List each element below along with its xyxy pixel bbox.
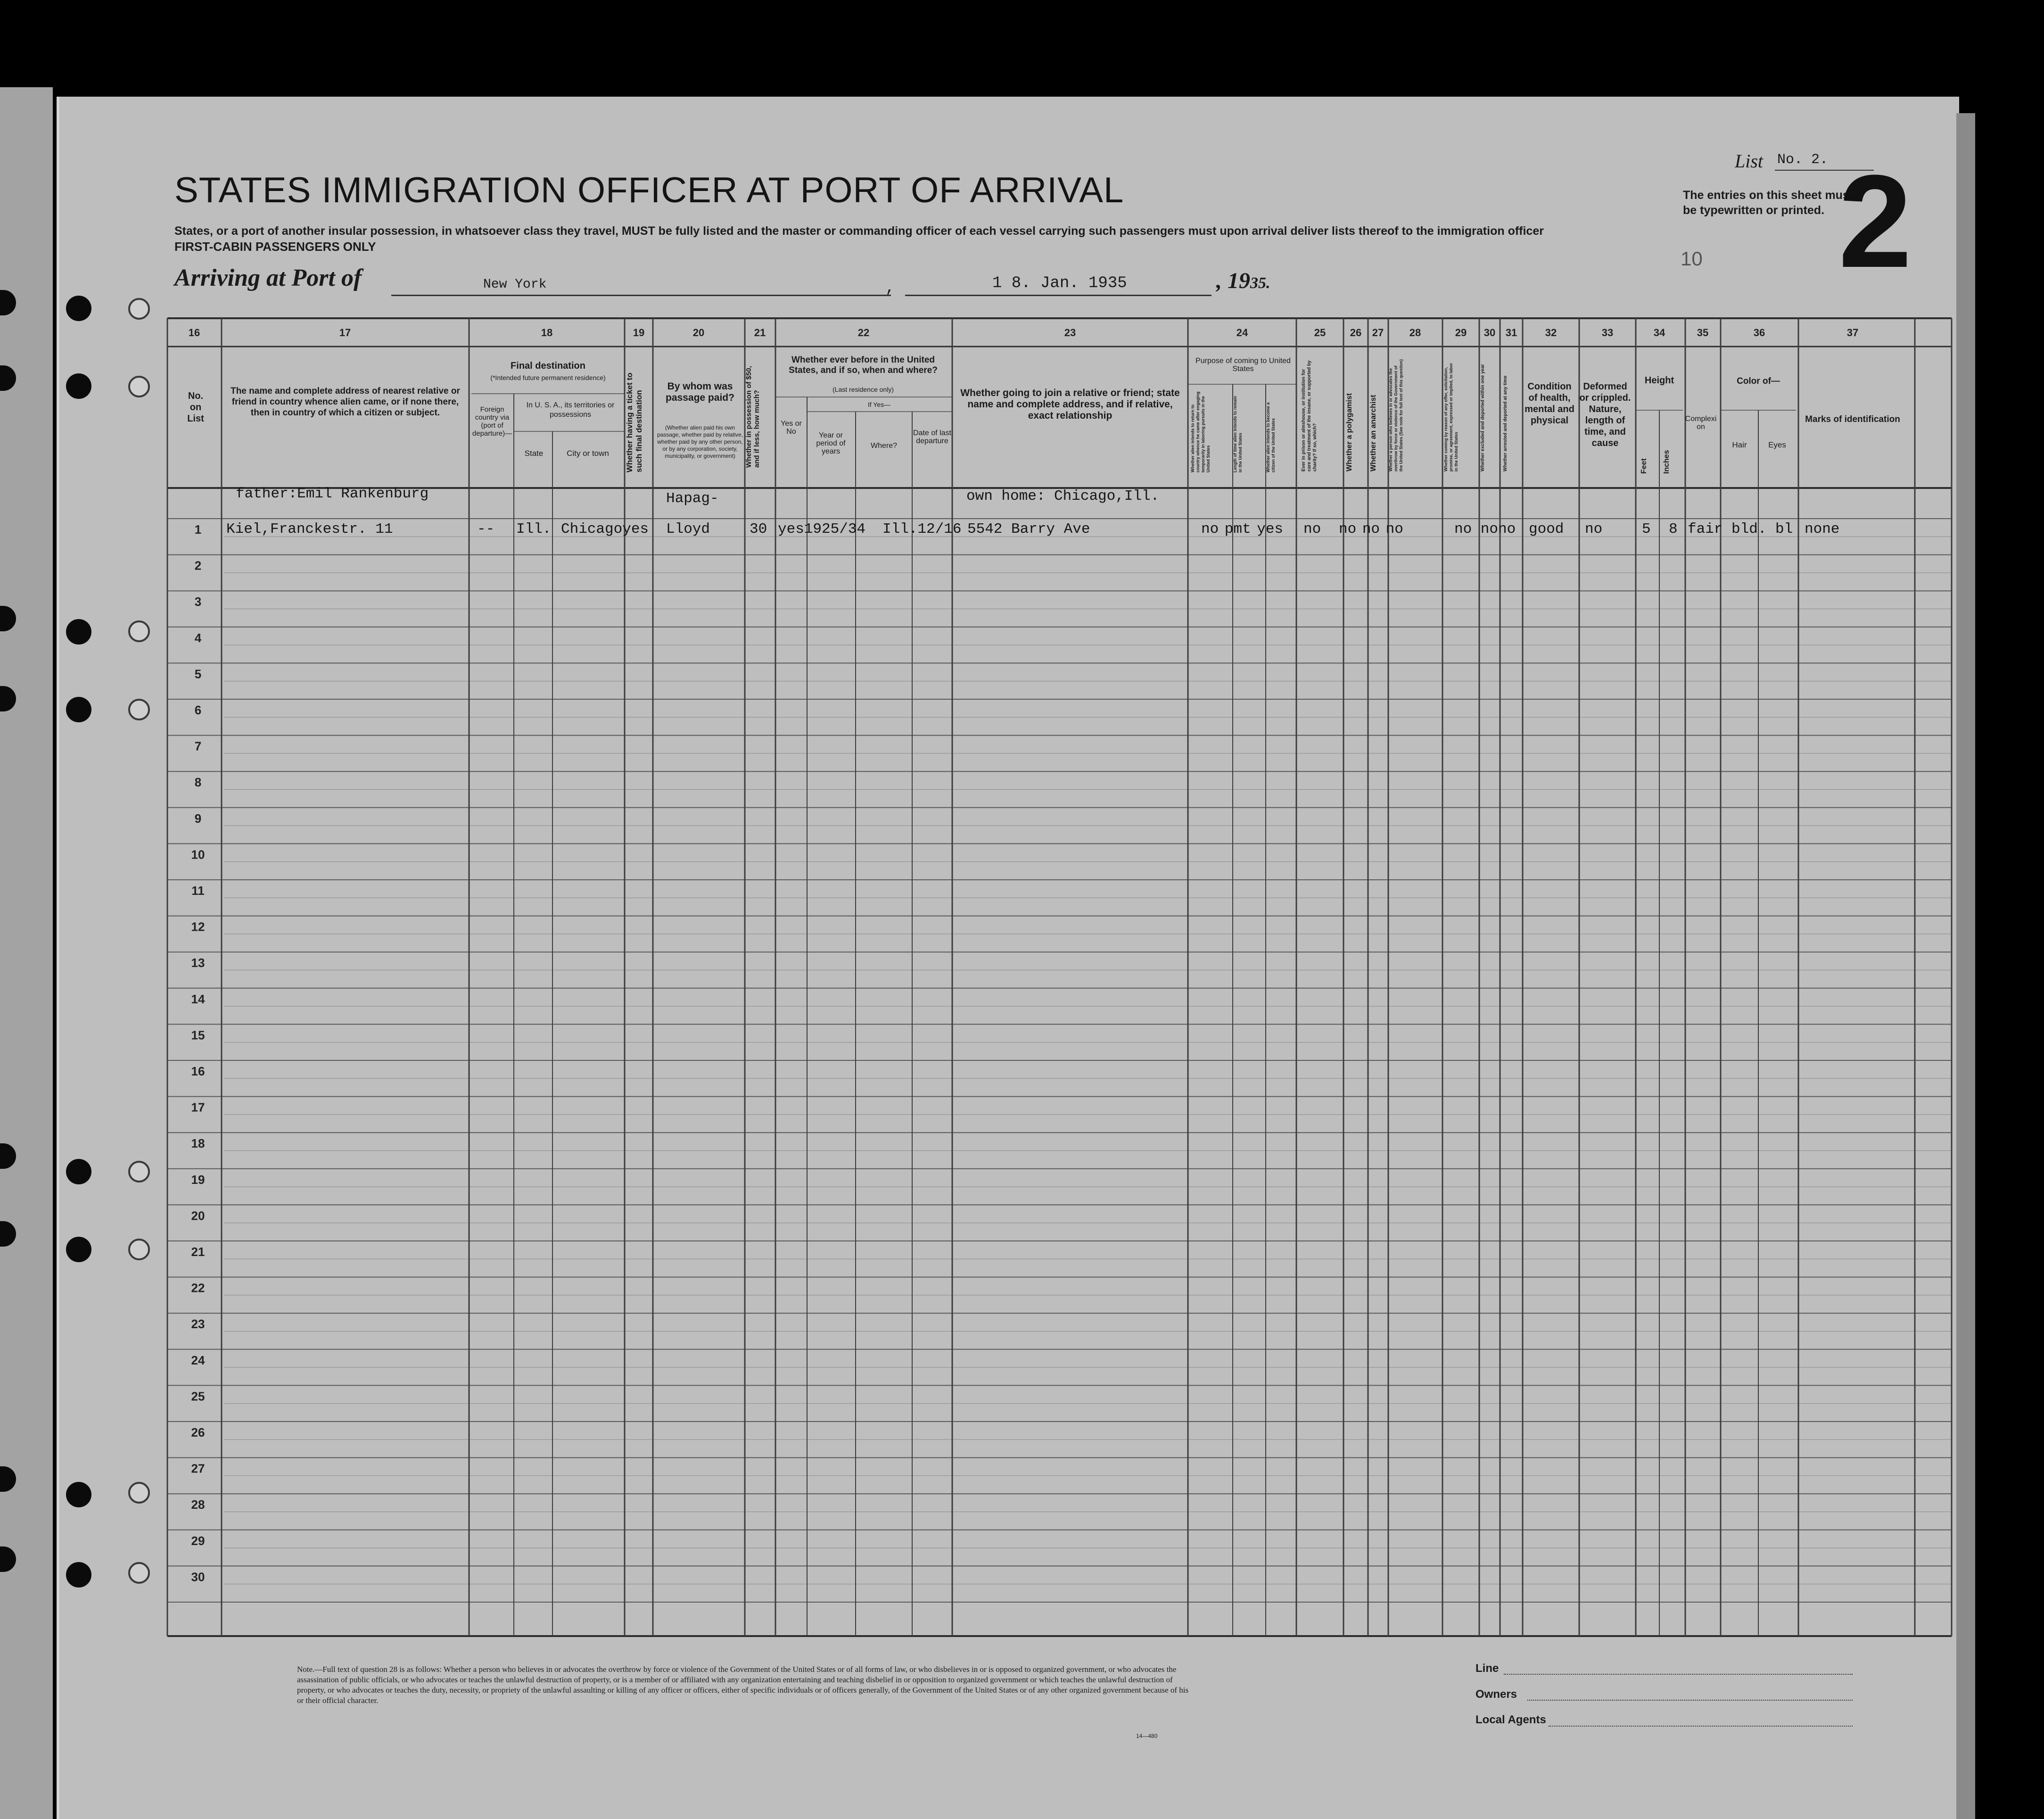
handwritten-count: 10 — [1681, 248, 1703, 270]
notice-line: States, or a port of another insular possession, in whatsoever class they travel, MUST be fully listed and the master or commanding officer of each vessel carrying such passengers must upon arrival deliver lists thereof to the immigration officer — [174, 224, 1544, 238]
col28-header: Whether a person who believes in or advocates the overthrow by force or violence of the Government of the United States (See note for full text of this question) — [1388, 359, 1403, 471]
destination-city-ticket[interactable]: Chicagoyes — [561, 521, 649, 537]
row-number: 29 — [191, 1533, 205, 1548]
previous-visit-where-date[interactable]: Ill.12/16 — [882, 521, 962, 537]
column-number: 36 — [1753, 327, 1765, 339]
row-number: 9 — [194, 811, 202, 826]
purpose-values[interactable]: no pmt yes — [1201, 521, 1284, 537]
column-number: 29 — [1455, 327, 1467, 339]
col24c-header: Whether alien intends to become a citizen of the United States — [1266, 402, 1276, 472]
row-number: 1 — [194, 522, 202, 537]
col22-yesno: Yes or No — [781, 420, 802, 436]
arriving-label: Arriving at Port of — [174, 265, 362, 291]
col22-where: Where? — [870, 442, 898, 450]
row-number: 19 — [191, 1172, 205, 1187]
column-number: 32 — [1545, 327, 1557, 339]
col19-header: Whether having a ticket to such final destination — [625, 372, 643, 472]
column-number: 34 — [1653, 327, 1665, 339]
column-number: 25 — [1314, 327, 1326, 339]
row-number: 26 — [191, 1425, 205, 1439]
line-label: Line — [1475, 1662, 1499, 1675]
col32-header: Condition of health, mental and physical — [1525, 381, 1574, 426]
col21-header: Whether in possession of $50, and if less, how much? — [745, 366, 761, 468]
previous-visit-year[interactable]: yes1925/34 — [778, 521, 866, 537]
col20-header: By whom was passage paid? — [666, 381, 734, 403]
complexion-hair-eyes[interactable]: fair bld. bl — [1688, 521, 1793, 537]
row-number: 14 — [191, 992, 205, 1006]
col37-header: Marks of identification — [1805, 414, 1900, 424]
row-number: 2 — [194, 558, 202, 573]
relative-name[interactable]: father:Emil Rankenburg — [236, 486, 429, 502]
col34-header: Height — [1644, 375, 1674, 386]
column-number: 27 — [1372, 327, 1384, 339]
col18-foreign-header: Foreign country via (port of departure)— — [472, 405, 512, 438]
column-number: 28 — [1409, 327, 1421, 339]
row-number: 28 — [191, 1497, 205, 1512]
col23-header: Whether going to join a relative or friend; state name and complete address, and if relative, exact relationship — [960, 388, 1180, 421]
col26-header: Whether a polygamist — [1345, 393, 1353, 471]
questions-29-31[interactable]: no nono — [1454, 521, 1516, 537]
col22-date: Date of last departure — [913, 429, 951, 445]
row-number: 25 — [191, 1389, 205, 1404]
col24-header: Purpose of coming to United States — [1195, 357, 1291, 373]
col24b-header: Length of time alien intends to remain in the United States — [1233, 396, 1243, 472]
row-number: 6 — [194, 703, 202, 717]
row-number: 3 — [194, 595, 202, 609]
passage-paid-line2[interactable]: Lloyd — [666, 521, 710, 537]
row-number: 24 — [191, 1353, 205, 1367]
column-number: 33 — [1601, 327, 1614, 339]
row-number: 20 — [191, 1208, 205, 1223]
local-agents-label: Local Agents — [1475, 1713, 1546, 1726]
column-number: 19 — [633, 327, 645, 339]
sheet-number: 2 — [1838, 148, 1912, 295]
column-number: 16 — [188, 327, 200, 339]
col25-header: Ever in prison or almshouse, or institution for care and treatment of the insane, or supported by charity? If so, which? — [1301, 360, 1318, 471]
col20-subheader: (Whether alien paid his own passage, whether paid by relative, whether paid by any other person, or by any corporation, society, municipality, or government) — [657, 424, 743, 459]
port-value[interactable]: New York — [483, 277, 547, 292]
col18-subheader: (*Intended future permanent residence) — [490, 374, 606, 381]
identification-marks[interactable]: none — [1805, 521, 1840, 537]
cabin-class: FIRST-CABIN PASSENGERS ONLY — [174, 240, 376, 254]
row-number: 4 — [194, 630, 202, 645]
col18-state-header: State — [524, 449, 544, 458]
col18-usa-header: In U. S. A., its territories or possessions — [526, 401, 615, 419]
list-number[interactable]: No. 2. — [1777, 152, 1829, 168]
col34-feet: Feet — [1640, 458, 1648, 474]
row-number: 15 — [191, 1028, 205, 1042]
year-label: , 1935. — [1216, 268, 1270, 293]
form-number: 14—480 — [1136, 1733, 1158, 1739]
row-number: 22 — [191, 1281, 205, 1295]
row-number: 16 — [191, 1064, 205, 1078]
col22-year: Year or period of years — [816, 431, 846, 455]
arrival-date[interactable]: 1 8. Jan. 1935 — [992, 274, 1127, 292]
row-number: 21 — [191, 1245, 205, 1259]
row-number: 5 — [194, 667, 202, 681]
height-feet[interactable]: 5 — [1642, 521, 1651, 537]
col17-header: The name and complete address of nearest relative or friend in country whence alien came, or if none there, then in country of which a citizen or subject. — [231, 386, 460, 418]
row-number: 8 — [194, 775, 202, 790]
col16-header: No. on List — [187, 391, 204, 424]
height-inches[interactable]: 8 — [1669, 521, 1678, 537]
health-condition[interactable]: good — [1529, 521, 1564, 537]
col22-ifyes: If Yes— — [867, 401, 891, 408]
column-number: 37 — [1846, 327, 1859, 339]
column-number: 26 — [1350, 327, 1362, 339]
col29-header: Whether coming by reason of any offer, solicitation, promise, or agreement, expressed or implied, to labor in the United States — [1443, 363, 1459, 471]
row-number: 17 — [191, 1100, 205, 1115]
row-number: 11 — [191, 884, 205, 898]
row-number: 23 — [191, 1317, 205, 1331]
row-number: 10 — [191, 847, 205, 862]
column-number: 18 — [541, 327, 553, 339]
deformed-value[interactable]: no — [1585, 521, 1603, 537]
col18-city-header: City or town — [567, 449, 609, 458]
agents-rule — [1549, 1726, 1853, 1727]
entries-line-1: The entries on this sheet must — [1683, 189, 1854, 202]
row-number: 12 — [191, 919, 205, 934]
owners-rule — [1527, 1700, 1853, 1701]
port-comma: , — [885, 279, 895, 297]
footnote: Note.—Full text of question 28 is as follows: Whether a person who believes in or advocates the overthrow by force or violence of the Government of the United States or of all forms of law, or who disbelieves in or is opposed to organized government, or who advocates the assassination of public officials, or who advocates or teaches the unlawful destruction of property, or is a member of or affiliated with any organization entertaining and teaching disbelief in or opposition to organized government or which teaches the unlawful destruction of property, or who advocates or teaches the duty, necessity, or propriety of the unlawful assaulting or killing of any officer or officers, either of specific individuals or of officers generally, of the Government of the United States or of any other organized government because of his or their official character. — [297, 1665, 1189, 1705]
col18-header: Final destination — [511, 361, 585, 371]
line-rule — [1504, 1674, 1853, 1675]
column-number: 21 — [754, 327, 766, 339]
questions-25-28[interactable]: no no no no — [1303, 521, 1403, 537]
owners-label: Owners — [1475, 1688, 1517, 1701]
row-number: 18 — [191, 1136, 205, 1151]
col22-header: Whether ever before in the United States, and if so, when and where? — [789, 355, 938, 375]
col35-header: Complexion — [1685, 415, 1717, 431]
col34-inches: Inches — [1663, 450, 1671, 474]
joining-line1[interactable]: own home: Chicago,Ill. — [966, 488, 1160, 504]
entries-line-2: be typewritten or printed. — [1683, 204, 1825, 217]
money-value[interactable]: 30 — [750, 521, 767, 537]
column-number: 31 — [1505, 327, 1517, 339]
list-label: List — [1735, 150, 1764, 172]
col31-header: Whether arrested and deported at any time — [1503, 375, 1508, 471]
column-number: 17 — [339, 327, 351, 339]
foreign-via[interactable]: -- — [477, 521, 495, 537]
passage-paid-line1[interactable]: Hapag- — [666, 490, 719, 507]
relative-address[interactable]: Kiel,Franckestr. 11 — [226, 521, 393, 537]
col27-header: Whether an anarchist — [1369, 395, 1377, 471]
destination-state[interactable]: Ill. — [516, 521, 552, 537]
row-number: 27 — [191, 1461, 205, 1476]
column-number: 22 — [857, 327, 870, 339]
column-number: 35 — [1697, 327, 1709, 339]
col22-subheader: (Last residence only) — [832, 386, 894, 393]
row-number: 13 — [191, 956, 205, 970]
col36-header: Color of— — [1737, 376, 1780, 386]
year-suffix: 35. — [1250, 274, 1270, 292]
row-number: 7 — [194, 739, 202, 753]
column-number: 23 — [1064, 327, 1076, 339]
column-number: 20 — [692, 327, 705, 339]
column-number: 24 — [1236, 327, 1248, 339]
col36-hair: Hair — [1732, 440, 1747, 449]
year-prefix: 19 — [1228, 268, 1250, 293]
page-title: STATES IMMIGRATION OFFICER AT PORT OF ARRIVAL — [174, 170, 1124, 210]
joining-line2[interactable]: 5542 Barry Ave — [967, 521, 1090, 537]
row-number: 30 — [191, 1570, 205, 1584]
col33-header: Deformed or crippled. Nature, length of time, and cause — [1579, 381, 1631, 448]
col30-header: Whether excluded and deported within one year — [1480, 364, 1485, 471]
column-number: 30 — [1484, 327, 1496, 339]
col36-eyes: Eyes — [1768, 440, 1786, 449]
col24a-header: Whether alien intends to return to country whence he came after engaging temporarily in laboring pursuits in the United States — [1190, 391, 1211, 472]
